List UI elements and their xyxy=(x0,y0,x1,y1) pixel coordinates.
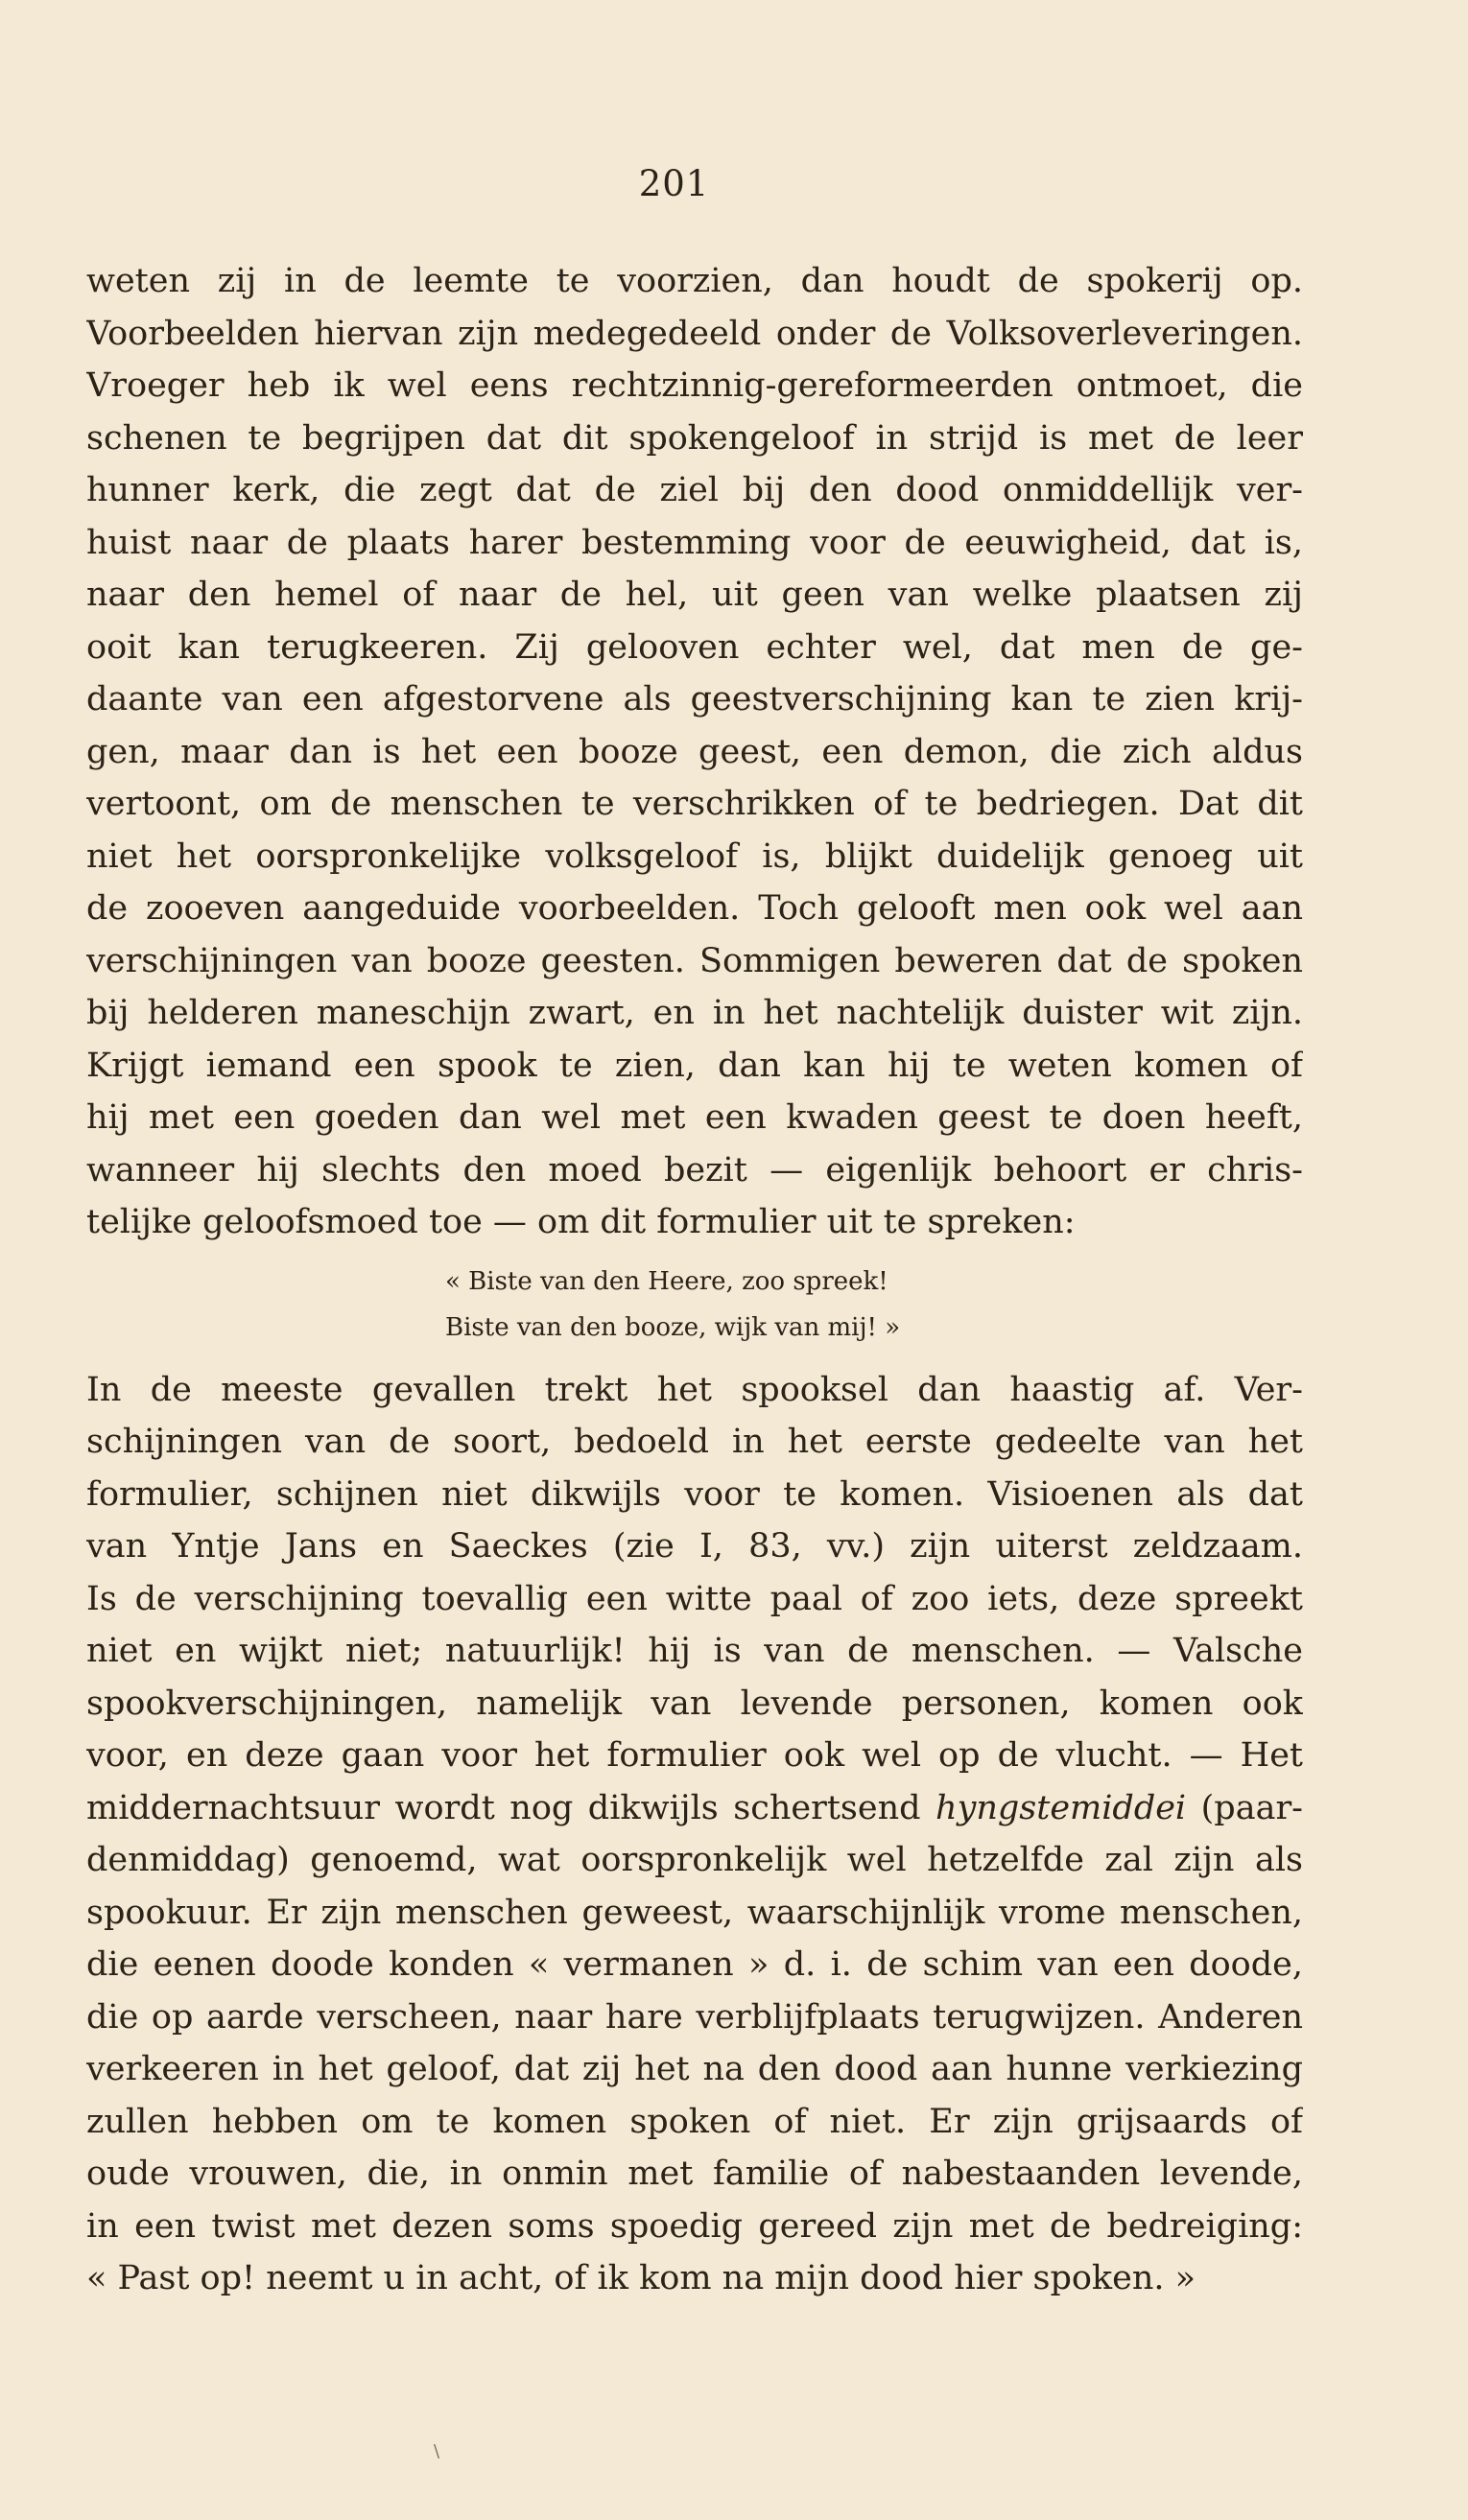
text-line: denmiddag) genoemd, wat oorspronkelijk wel hetzelfde zal zijn als xyxy=(86,1841,1303,1879)
text-line: voor, en deze gaan voor het formulier ook wel op de vlucht. — Het xyxy=(86,1736,1303,1775)
text-line: Voorbeelden hiervan zijn medegedeeld onder de Volksoverleveringen. xyxy=(86,314,1303,353)
italic-term: hyngstemiddei xyxy=(935,1788,1187,1827)
text-line: weten zij in de leemte te voorzien, dan houdt de spokerij op. xyxy=(86,262,1303,300)
text-line: Vroeger heb ik wel eens rechtzinnig-gereformeerden ontmoet, die xyxy=(86,366,1303,405)
text-line: « Past op! neemt u in acht, of ik kom na mijn dood hier spoken. » xyxy=(86,2259,1196,2297)
text-span: middernachtsuur wordt nog dikwijls schertsend xyxy=(86,1788,936,1827)
text-line: daante van een afgestorvene als geestverschijning kan te zien krij- xyxy=(86,680,1303,718)
text-line: niet het oorspronkelijke volksgeloof is, blijkt duidelijk genoeg uit xyxy=(86,836,1303,876)
body-text xyxy=(86,255,1303,2305)
text-line: naar den hemel of naar de hel, uit geen van welke plaatsen zij xyxy=(86,576,1303,614)
text-line: van Yntje Jans en Saeckes (zie I, 83, vv.) zijn uiterst zeldzaam. xyxy=(86,1527,1303,1566)
text-line: de zooeven aangeduide voorbeelden. Toch gelooft men ook wel aan xyxy=(86,889,1303,928)
text-line: hunner kerk, die zegt dat de ziel bij den dood onmiddellijk ver- xyxy=(86,471,1303,509)
text-line: oude vrouwen, die, in onmin met familie of nabestaanden levende, xyxy=(86,2155,1303,2193)
text-line: wanneer hij slechts den moed bezit — eigenlijk behoort er chris- xyxy=(86,1150,1303,1189)
text-line: schenen te begrijpen dat dit spokengeloof in strijd is met de leer xyxy=(86,418,1303,458)
paragraph-1 xyxy=(86,255,1303,1249)
text-line: vertoont, om de menschen te verschrikken of te bedriegen. Dat dit xyxy=(86,785,1303,823)
text-line: huist naar de plaats harer bestemming voor de eeuwigheid, dat is, xyxy=(86,523,1303,562)
text-line: In de meeste gevallen trekt het spooksel dan haastig af. Ver- xyxy=(86,1370,1303,1409)
paragraph-2 xyxy=(86,1364,1303,2305)
text-span: (paar- xyxy=(1186,1788,1303,1827)
text-line: spookverschijningen, namelijk van levende personen, komen ook xyxy=(86,1684,1303,1723)
text-line: zullen hebben om te komen spoken of niet. Er zijn grijsaards of xyxy=(86,2102,1303,2141)
text-line: formulier, schijnen niet dikwijls voor te komen. Visioenen als dat xyxy=(86,1474,1303,1514)
text-line: hij met een goeden dan wel met een kwaden geest te doen heeft, xyxy=(86,1098,1303,1137)
text-line: schijningen van de soort, bedoeld in het eerste gedeelte van het xyxy=(86,1423,1303,1461)
page-number: 201 xyxy=(638,163,710,204)
text-line: gen, maar dan is het een booze geest, een demon, die zich aldus xyxy=(86,732,1303,771)
text-line: verkeeren in het geloof, dat zij het na den dood aan hunne verkiezing xyxy=(86,2050,1303,2088)
text-line: in een twist met dezen soms spoedig gereed zijn met de bedreiging: xyxy=(86,2206,1303,2246)
text-line: verschijningen van booze geesten. Sommigen beweren dat de spoken xyxy=(86,941,1303,980)
text-line: telijke geloofsmoed toe — om dit formulier uit te spreken: xyxy=(86,1203,1076,1241)
verse-line: « Biste van den Heere, zoo spreek! xyxy=(445,1266,888,1296)
text-line: ooit kan terugkeeren. Zij gelooven echter wel, dat men de ge- xyxy=(86,627,1303,667)
text-line-with-italic xyxy=(86,1782,1303,1835)
text-line: Krijgt iemand een spook te zien, dan kan hij te weten komen of xyxy=(86,1046,1303,1085)
text-line: die op aarde verscheen, naar hare verblijfplaats terugwijzen. Anderen xyxy=(86,1997,1303,2037)
text-line: niet en wijkt niet; natuurlijk! hij is van de menschen. — Valsche xyxy=(86,1632,1303,1670)
text-line: die eenen doode konden « vermanen » d. i. de schim van een doode, xyxy=(86,1945,1303,1984)
verse-quote xyxy=(86,1259,1303,1351)
verse-line: Biste van den booze, wijk van mij! » xyxy=(445,1312,901,1342)
text-line: spookuur. Er zijn menschen geweest, waarschijnlijk vrome menschen, xyxy=(86,1893,1303,1932)
text-line: bij helderen maneschijn zwart, en in het nachtelijk duister wit zijn. xyxy=(86,994,1303,1032)
text-line: Is de verschijning toevallig een witte paal of zoo iets, deze spreekt xyxy=(86,1579,1303,1618)
stray-ink-mark: \ xyxy=(434,2441,440,2461)
